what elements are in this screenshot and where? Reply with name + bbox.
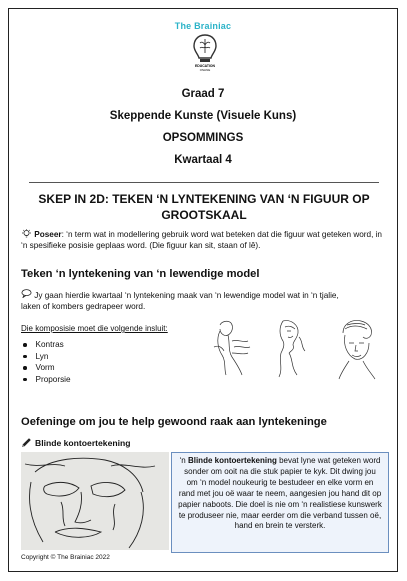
poseer-term: Poseer	[34, 230, 62, 239]
live-model-text-block	[21, 289, 351, 312]
blind-contour-label-text: Blinde kontoertekening	[35, 437, 131, 448]
box-text: bevat lyne wat geteken word sonder om ooit na die stuk papier te kyk. Dit dwing jou om ‘n model noukeurig te bestudeer en elke vorm en rand met jou oë waar te neem, aangesien jou hand dit op papier naboots. Die doel is nie om ‘n realistiese kunswerk te produseer nie, maar eerder om die verband tussen oë, hand en brein te versterk.	[178, 456, 382, 531]
box-term: Blinde kontoertekening	[187, 456, 277, 465]
live-model-text: Jy gaan hierdie kwartaal ‘n lyntekening maak van ‘n lewendige model wat in ‘n tjalie, laken of kombers gedrapeer word.	[21, 291, 339, 311]
blind-contour-info-box	[171, 452, 389, 553]
blind-contour-drawing	[21, 452, 169, 550]
composition-list	[21, 339, 71, 385]
divider	[29, 182, 379, 183]
composition-label: Die komposisie moet die volgende insluit:	[21, 324, 168, 333]
line-drawing-hands	[212, 317, 254, 379]
copyright-footer: Copyright © The Brainiac 2022	[21, 554, 110, 561]
pencil-icon	[21, 437, 32, 448]
brain-lightbulb-logo	[191, 33, 219, 73]
logo-text-online: ONLINE	[199, 68, 211, 72]
live-model-heading: Teken ‘n lyntekening van ‘n lewendige model	[21, 268, 260, 280]
document-page	[8, 8, 398, 572]
list-item: Lyn	[21, 351, 71, 363]
logo-text-education: EDUCATION	[195, 64, 215, 68]
list-item: Proporsie	[21, 374, 71, 386]
speech-bubble-icon	[21, 289, 32, 298]
poseer-text: : ‘n term wat in modellering gebruik word wat beteken dat die figuur wat geteken word, in ‘n spesifieke posisie geplaas word. (Die figuur kan sit, staan of lê).	[21, 230, 382, 250]
lightbulb-icon	[21, 229, 32, 238]
section-title: SKEP IN 2D: TEKEN ‘N LYNTEKENING VAN ‘N FIGUUR OP GROOTSKAAL	[38, 192, 370, 222]
blind-contour-label	[21, 437, 131, 448]
line-drawing-profile	[271, 317, 309, 379]
box-text-prefix: ‘n	[179, 456, 188, 465]
term-heading: Kwartaal 4	[174, 154, 232, 166]
list-item: Vorm	[21, 362, 71, 374]
line-drawing-turban-woman	[335, 317, 379, 381]
subject-heading: Skeppende Kunste (Visuele Kuns)	[109, 110, 297, 122]
blind-contour-photo	[21, 452, 169, 550]
summary-heading: OPSOMMINGS	[162, 132, 244, 144]
poseer-definition	[21, 229, 389, 251]
brand-name: The Brainiac	[174, 21, 232, 31]
exercises-heading: Oefeninge om jou te help gewoond raak aan lyntekeninge	[21, 416, 327, 428]
grade-heading: Graad 7	[181, 88, 225, 100]
list-item: Kontras	[21, 339, 71, 351]
